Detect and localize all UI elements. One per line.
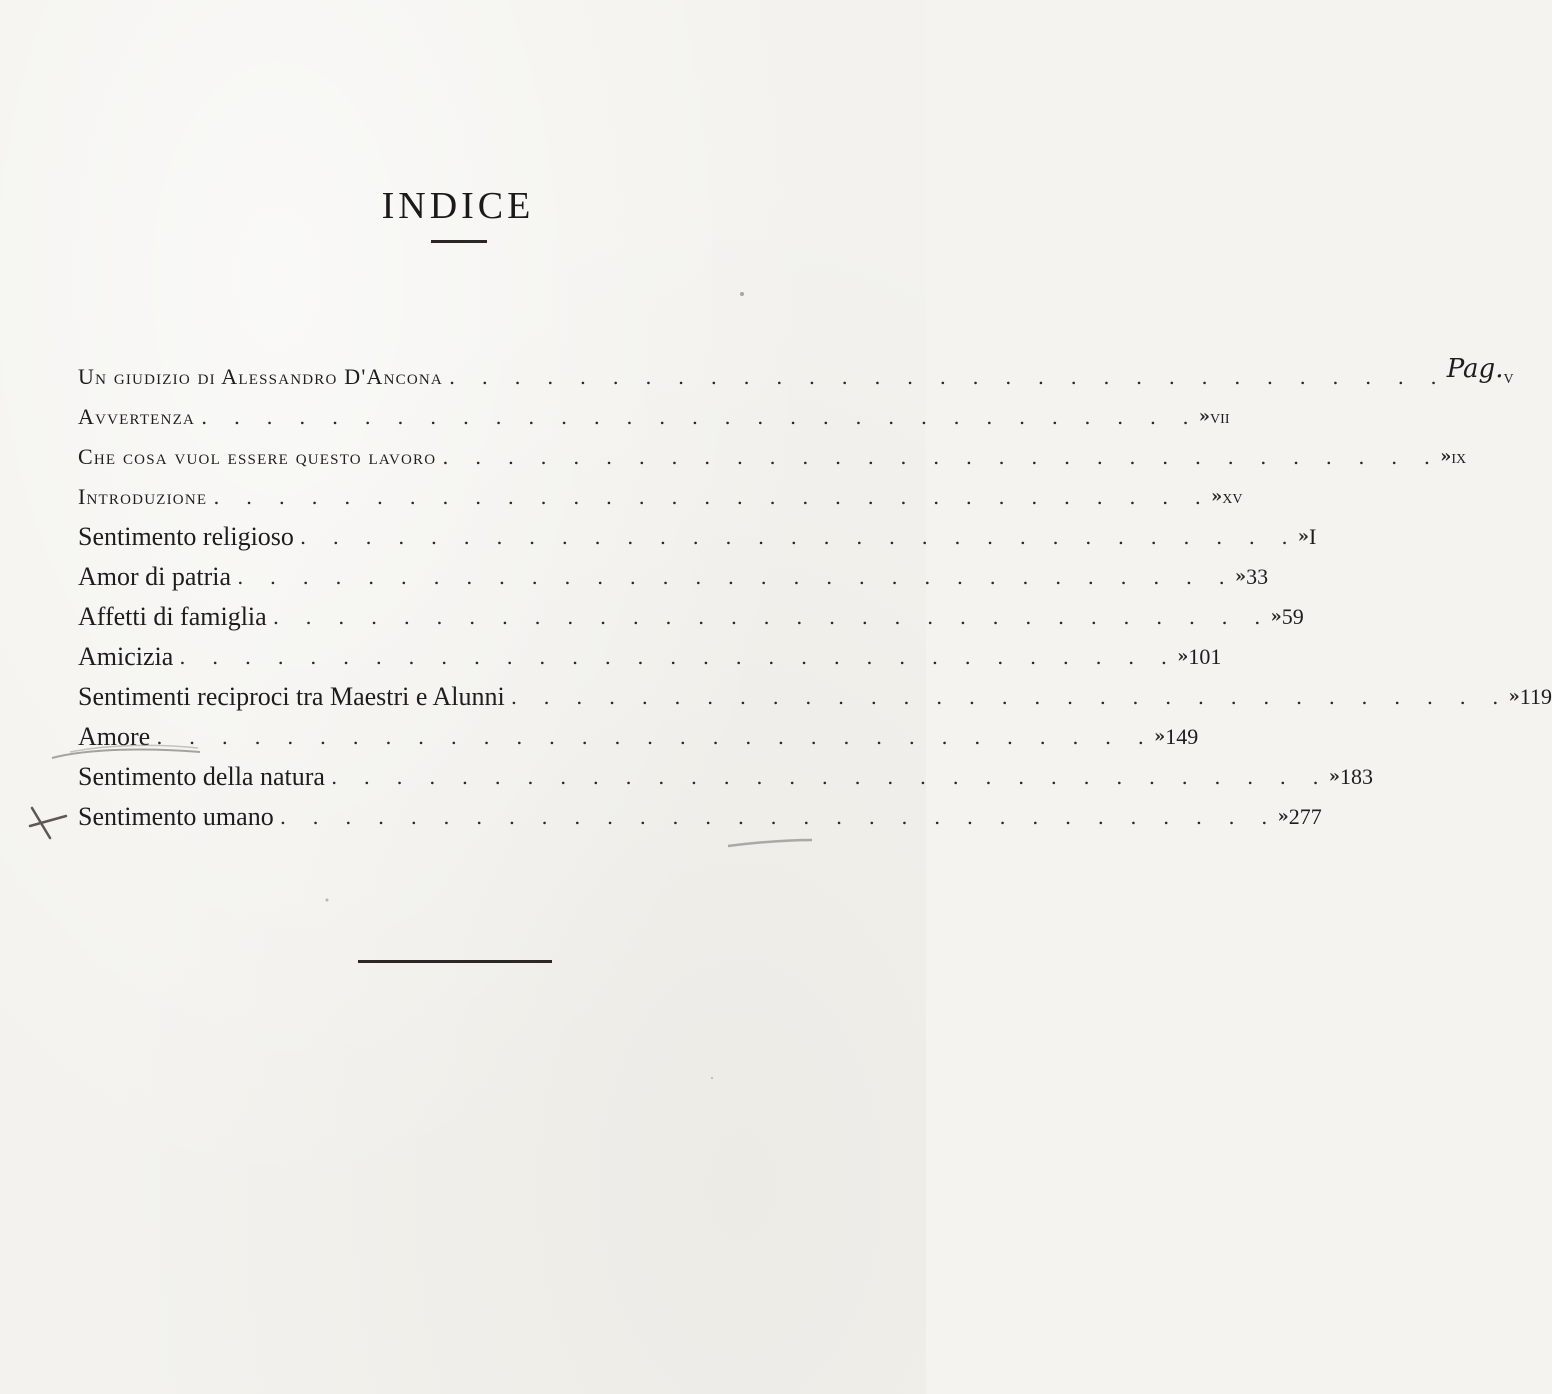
ditto-mark: » xyxy=(1277,806,1289,827)
toc-entry: Affetti di famiglia xyxy=(78,602,267,631)
dot-leader: . . . . . . . . . . . . . . . . . . . . . . . . . . . . . . . xyxy=(179,645,1178,669)
ditto-mark: » xyxy=(1211,486,1223,507)
page-number: 183 xyxy=(1340,764,1373,789)
paper-speck xyxy=(711,1077,713,1079)
page-number: v xyxy=(1503,366,1514,388)
pencil-cross-mark xyxy=(30,808,66,838)
toc-entry: Amore xyxy=(78,722,151,751)
toc-entry: Amicizia xyxy=(78,642,174,671)
dot-leader: . . . . . . . . . . . . . . . . . . . . . . . . . . . . . . . xyxy=(330,765,1329,789)
dot-leader: . . . . . . . . . . . . . . . . . . . . . . . . . . . . . . . xyxy=(237,565,1235,589)
ditto-mark: » xyxy=(1297,526,1309,547)
page-number: I xyxy=(1308,524,1317,549)
toc-entry: Amor di patria xyxy=(78,562,232,591)
page-number: 101 xyxy=(1188,644,1222,669)
page-number: 149 xyxy=(1165,724,1199,749)
page-number: 119 xyxy=(1519,684,1552,709)
ditto-mark: » xyxy=(1508,686,1520,707)
toc-entry: Avvertenza xyxy=(78,404,195,429)
page-number: 33 xyxy=(1246,564,1269,589)
page-number: 59 xyxy=(1281,604,1304,629)
dot-leader: . . . . . . . . . . . . . . . . . . . . . . . . . . . . . . . xyxy=(299,525,1298,549)
dot-leader: . . . . . . . . . . . . . . . . . . . . . . . . . . . . . . . xyxy=(213,485,1212,509)
page-number: ix xyxy=(1451,446,1467,468)
dot-leader: . . . . . . . . . . . . . . . . . . . . . . . . . . . . . . . xyxy=(156,725,1155,749)
toc-entry: Sentimenti reciproci tra Maestri e Alunni xyxy=(78,682,505,711)
toc-entry: Che cosa vuol essere questo lavoro xyxy=(78,444,437,469)
dot-leader: . . . . . . . . . . . . . . . . . . . . . . . . . . . . . . . xyxy=(448,365,1447,389)
pag-label: Pag. xyxy=(1446,354,1504,384)
dot-leader: . . . . . . . . . . . . . . . . . . . . . . . . . . . . . . . xyxy=(510,685,1509,709)
pencil-stroke xyxy=(728,840,812,846)
toc-entry: Sentimento umano xyxy=(78,802,274,831)
ditto-mark: » xyxy=(1234,566,1247,587)
dot-leader: . . . . . . . . . . . . . . . . . . . . . . . . . . . . . . . xyxy=(442,445,1441,469)
toc-entry: Un giudizio di Alessandro D'Ancona xyxy=(78,364,443,389)
ditto-mark: » xyxy=(1440,446,1452,467)
ditto-mark: » xyxy=(1177,646,1189,667)
ditto-mark: » xyxy=(1328,766,1340,787)
ditto-mark: » xyxy=(1198,406,1211,427)
dot-leader: . . . . . . . . . . . . . . . . . . . . . . . . . . . . . . . xyxy=(200,405,1199,429)
toc-entry: Sentimento della natura xyxy=(78,762,325,791)
ditto-mark: » xyxy=(1154,726,1166,747)
toc-entry: Introduzione xyxy=(78,484,208,509)
page-number: xv xyxy=(1222,486,1243,508)
page-number: vii xyxy=(1210,406,1230,428)
page-number: 277 xyxy=(1288,804,1322,829)
dot-leader: . . . . . . . . . . . . . . . . . . . . . . . . . . . . . . . xyxy=(272,605,1271,629)
paper-speck xyxy=(326,899,329,902)
dot-leader: . . . . . . . . . . . . . . . . . . . . . . . . . . . . . . . xyxy=(279,805,1278,829)
page-title: INDICE xyxy=(381,185,535,227)
ditto-mark: » xyxy=(1270,606,1282,627)
paper-speck xyxy=(740,292,744,296)
toc-entry: Sentimento religioso xyxy=(78,522,294,551)
